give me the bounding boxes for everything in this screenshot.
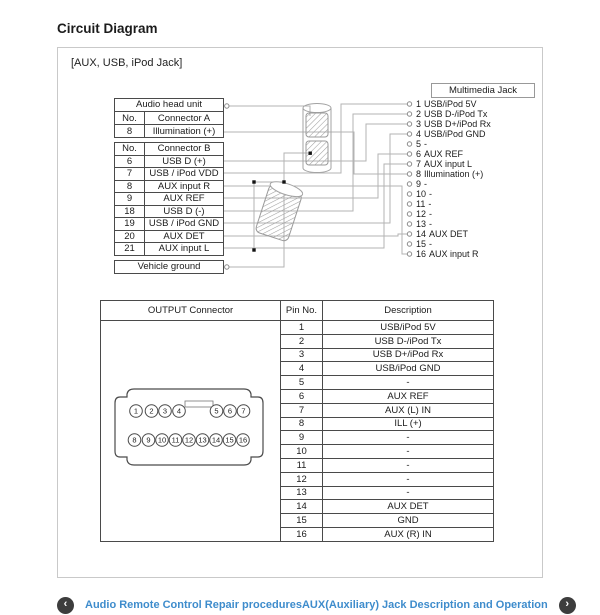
- description-cell: -: [323, 459, 494, 473]
- wire-lines: [224, 104, 407, 267]
- pin-label-cell: USB / iPod VDD: [145, 168, 224, 181]
- pin-cell: 15: [281, 514, 323, 528]
- pin-cell: 6: [281, 390, 323, 404]
- description-cell: AUX (L) IN: [323, 404, 494, 418]
- description-cell: USB/iPod GND: [323, 362, 494, 376]
- jack-pin-label: AUX DET: [429, 229, 469, 239]
- prev-page-link[interactable]: Audio Remote Control Repair procedures: [85, 599, 302, 611]
- jack-pin-row: [416, 99, 491, 109]
- col-header-no: No.: [115, 112, 145, 125]
- pin-cell: 12: [281, 473, 323, 487]
- jack-pin-row: [416, 169, 491, 179]
- svg-text:6: 6: [227, 406, 233, 416]
- ferrite-core-icon: [303, 104, 331, 173]
- connector-a-table: [114, 111, 224, 138]
- jack-pin-label: USB/iPod GND: [424, 129, 486, 139]
- jack-pin-row: [416, 229, 491, 239]
- svg-text:5: 5: [214, 406, 219, 416]
- jack-pin-row: [416, 109, 491, 119]
- jack-pin-row: [416, 149, 491, 159]
- svg-text:14: 14: [211, 435, 221, 445]
- jack-pin-label: -: [429, 209, 433, 219]
- jack-pin-label: -: [424, 179, 428, 189]
- connector-drawing-cell: [101, 321, 281, 542]
- jack-pin-number: 11: [416, 199, 426, 209]
- pin-cell: 7: [281, 404, 323, 418]
- jack-pin-row: [416, 159, 491, 169]
- jack-pin-row: [416, 249, 491, 259]
- pin-label-cell: USB D (+): [145, 156, 224, 169]
- pin-cell: 16: [281, 528, 323, 542]
- pin-cell: 10: [281, 445, 323, 459]
- description-cell: AUX DET: [323, 500, 494, 514]
- jack-pin-label: Illumination (+): [424, 169, 484, 179]
- next-page-link[interactable]: AUX(Auxiliary) Jack Description and Operation: [301, 599, 548, 611]
- jack-pin-label: -: [429, 189, 433, 199]
- svg-text:7: 7: [241, 406, 246, 416]
- pin-label-cell: AUX REF: [145, 193, 224, 206]
- jack-pin-row: [416, 209, 491, 219]
- pin-terminal: [225, 102, 412, 269]
- svg-text:2: 2: [149, 406, 154, 416]
- junction-dot: [252, 152, 312, 252]
- col-header-connector: Connector B: [145, 143, 224, 156]
- pin-label-cell: USB / iPod GND: [145, 218, 224, 231]
- svg-text:3: 3: [162, 406, 168, 416]
- pin-label-cell: AUX DET: [145, 231, 224, 244]
- output-table-header-pin: Pin No.: [281, 301, 323, 321]
- jack-pin-number: 9: [416, 179, 422, 189]
- jack-pin-label: USB D-/iPod Tx: [424, 109, 488, 119]
- jack-pin-row: [416, 129, 491, 139]
- prev-page-button[interactable]: [57, 597, 74, 614]
- jack-pin-label: -: [428, 199, 432, 209]
- svg-text:9: 9: [146, 435, 151, 445]
- jack-pin-number: 14: [416, 229, 427, 239]
- description-cell: USB D+/iPod Rx: [323, 349, 494, 363]
- svg-text:4: 4: [176, 406, 182, 416]
- jack-pin-label: -: [429, 219, 433, 229]
- description-cell: -: [323, 473, 494, 487]
- jack-pin-row: [416, 239, 491, 249]
- pin-label-cell: AUX input L: [145, 243, 224, 256]
- pin-cell: 1: [281, 321, 323, 335]
- jack-pin-row: [416, 189, 491, 199]
- description-cell: -: [323, 487, 494, 501]
- pin-cell: 9: [281, 431, 323, 445]
- pin-cell: 3: [281, 349, 323, 363]
- pin-no-cell: 9: [115, 193, 145, 206]
- output-table-header-description: Description: [323, 301, 494, 321]
- description-cell: -: [323, 445, 494, 459]
- jack-pin-row: [416, 179, 491, 189]
- multimedia-jack-pin-list: [416, 99, 491, 259]
- pin-cell: 5: [281, 376, 323, 390]
- col-header-no: No.: [115, 143, 145, 156]
- svg-text:12: 12: [184, 435, 194, 445]
- pin-no-cell: 20: [115, 231, 145, 244]
- jack-pin-number: 10: [416, 189, 427, 199]
- description-cell: AUX REF: [323, 390, 494, 404]
- page-title: Circuit Diagram: [57, 21, 158, 36]
- jack-pin-label: AUX input R: [429, 249, 479, 259]
- jack-pin-number: 12: [416, 209, 427, 219]
- pin-label-cell: Illumination (+): [145, 125, 224, 138]
- pin-no-cell: 8: [115, 125, 145, 138]
- svg-text:10: 10: [157, 435, 167, 445]
- description-cell: GND: [323, 514, 494, 528]
- jack-pin-label: USB/iPod 5V: [424, 99, 477, 109]
- jack-pin-row: [416, 199, 491, 209]
- jack-pin-number: 1: [416, 99, 422, 109]
- pin-cell: 2: [281, 335, 323, 349]
- pin-cell: 8: [281, 418, 323, 432]
- next-page-button[interactable]: [559, 597, 576, 614]
- pin-cell: 14: [281, 500, 323, 514]
- jack-pin-label: USB D+/iPod Rx: [424, 119, 491, 129]
- vehicle-ground-box: Vehicle ground: [114, 260, 224, 274]
- connector-b-table: [114, 142, 224, 256]
- jack-pin-number: 3: [416, 119, 422, 129]
- description-cell: ILL (+): [323, 418, 494, 432]
- jack-pin-number: 4: [416, 129, 422, 139]
- description-cell: USB/iPod 5V: [323, 321, 494, 335]
- pin-no-cell: 19: [115, 218, 145, 231]
- jack-pin-label: AUX input L: [424, 159, 473, 169]
- col-header-connector: Connector A: [145, 112, 224, 125]
- pin-cell: 11: [281, 459, 323, 473]
- pin-no-cell: 21: [115, 243, 145, 256]
- jack-pin-row: [416, 139, 491, 149]
- description-cell: USB D-/iPod Tx: [323, 335, 494, 349]
- pin-label-cell: USB D (-): [145, 206, 224, 219]
- pin-no-cell: 6: [115, 156, 145, 169]
- jack-pin-label: -: [429, 239, 433, 249]
- jack-pin-row: [416, 219, 491, 229]
- chevron-left-icon: ‹: [63, 598, 68, 610]
- jack-pin-number: 5: [416, 139, 422, 149]
- svg-text:8: 8: [132, 435, 137, 445]
- pin-cell: 13: [281, 487, 323, 501]
- svg-text:15: 15: [225, 435, 234, 445]
- pin-no-cell: 7: [115, 168, 145, 181]
- jack-pin-number: 13: [416, 219, 427, 229]
- description-cell: AUX (R) IN: [323, 528, 494, 542]
- connector-drawing: [114, 383, 266, 471]
- jack-pin-number: 6: [416, 149, 422, 159]
- description-cell: -: [323, 431, 494, 445]
- jack-pin-label: AUX REF: [424, 149, 464, 159]
- pin-cell: 4: [281, 362, 323, 376]
- jack-pin-label: -: [424, 139, 428, 149]
- output-connector-table: [100, 300, 494, 542]
- multimedia-jack-label: Multimedia Jack: [431, 83, 535, 98]
- svg-text:16: 16: [238, 435, 248, 445]
- section-label: [AUX, USB, iPod Jack]: [71, 57, 183, 69]
- output-table-header-connector: OUTPUT Connector: [101, 301, 281, 321]
- footer-nav: [57, 595, 570, 615]
- jack-pin-row: [416, 119, 491, 129]
- chevron-right-icon: ›: [565, 598, 570, 610]
- svg-text:1: 1: [133, 406, 139, 416]
- pin-no-cell: 18: [115, 206, 145, 219]
- audio-head-unit-title: Audio head unit: [114, 98, 224, 112]
- svg-text:13: 13: [198, 435, 207, 445]
- svg-text:11: 11: [171, 435, 180, 445]
- jack-pin-number: 16: [416, 249, 427, 259]
- jack-pin-number: 2: [416, 109, 422, 119]
- jack-pin-number: 15: [416, 239, 427, 249]
- jack-pin-number: 7: [416, 159, 422, 169]
- ferrite-core-icon: [255, 179, 304, 242]
- jack-pin-number: 8: [416, 169, 422, 179]
- pin-no-cell: 8: [115, 181, 145, 194]
- pin-label-cell: AUX input R: [145, 181, 224, 194]
- description-cell: -: [323, 376, 494, 390]
